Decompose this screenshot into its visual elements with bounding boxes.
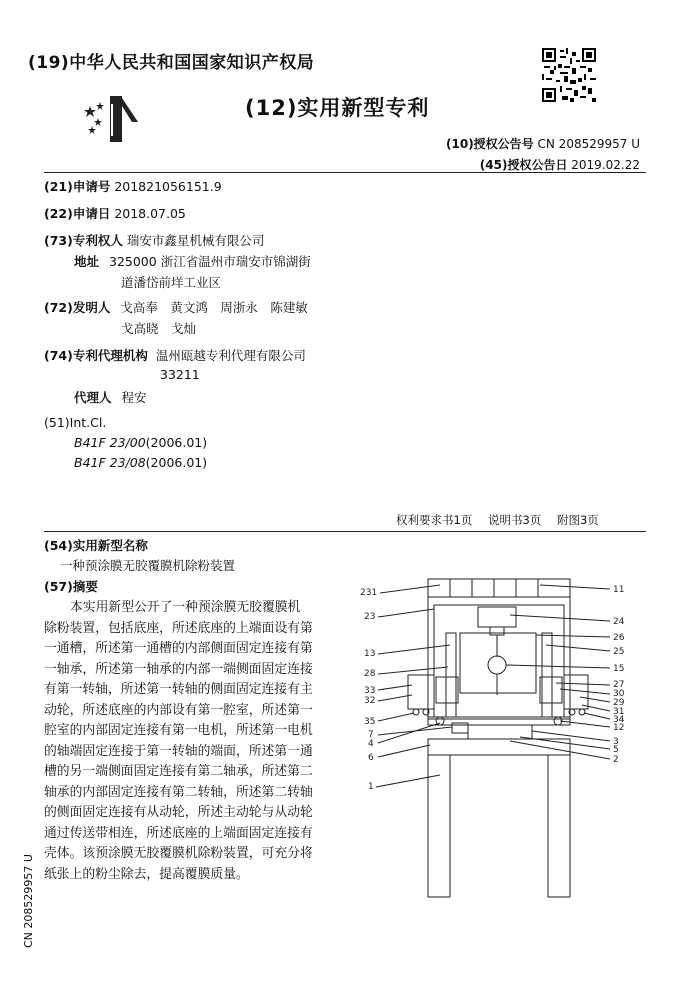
address-label: 地址 <box>74 254 100 269</box>
description-pages: 说明书3页 <box>487 513 542 527</box>
ipc-item <box>74 435 207 450</box>
agent-row <box>74 388 147 406</box>
abstract-label: (57)摘要 <box>44 579 98 594</box>
inventors-line-1: 戈高奉 黄文鸿 周浙永 陈建敏 <box>120 300 308 315</box>
ref-33: 33 <box>364 686 376 696</box>
application-date: 2018.07.05 <box>114 206 186 221</box>
address-row <box>74 252 311 270</box>
ref-31: 31 <box>613 707 625 717</box>
patentee: 瑞安市鑫星机械有限公司 <box>126 233 265 248</box>
page-counts <box>396 512 611 528</box>
address-line-1: 325000 浙江省温州市瑞安市锦湖街 <box>109 254 311 269</box>
header-rule <box>44 172 646 173</box>
publication-number: CN 208529957 U <box>537 137 640 151</box>
ref-28: 28 <box>364 669 376 679</box>
application-number: 201821056151.9 <box>114 179 222 194</box>
ref-27: 27 <box>613 680 625 690</box>
abstract-line: 槽的另一端侧面固定连接有第二轴承，所述第二 <box>44 764 313 779</box>
patentee-label: (73)专利权人 <box>44 233 123 248</box>
ref-32: 32 <box>364 696 376 706</box>
ref-3: 3 <box>613 737 619 747</box>
ipc-code: B41F 23/08 <box>74 455 146 470</box>
inventors-row <box>44 298 308 316</box>
abstract-line: 壳体。该预涂膜无胶覆膜机除粉装置，可充分将 <box>44 846 313 861</box>
claims-pages: 权利要求书1页 <box>396 513 473 527</box>
publication-number-label: (10)授权公告号 <box>446 137 534 151</box>
abstract-line: 本实用新型公开了一种预涂膜无胶覆膜机 <box>70 600 301 615</box>
ref-34: 34 <box>613 715 625 725</box>
abstract-line: 腔室的内部固定连接有第一电机，所述第一电机 <box>44 723 313 738</box>
device-drawing <box>360 575 636 900</box>
abstract-line: 有第一转轴，所述第一转轴的侧面固定连接有主 <box>44 682 313 697</box>
agency: 温州瓯越专利代理有限公司 <box>155 348 306 363</box>
office-emblem-icon <box>82 92 140 146</box>
ref-25: 25 <box>613 647 625 657</box>
ref-231: 231 <box>360 588 378 598</box>
ref-6: 6 <box>368 753 374 763</box>
ref-11: 11 <box>613 585 625 595</box>
ref-2: 2 <box>613 755 619 765</box>
abstract-line: 除粉装置，包括底座，所述底座的上端面设有第 <box>44 620 313 636</box>
side-publication-number: CN 208529957 U <box>22 854 35 948</box>
ref-23: 23 <box>364 612 376 622</box>
ref-1: 1 <box>368 782 374 792</box>
ref-26: 26 <box>613 633 625 643</box>
abstract-line: 轴承的内部固定连接有第二转轴，所述第二转轴 <box>44 784 313 800</box>
ipc-label: (51)Int.Cl. <box>44 415 107 430</box>
ref-4: 4 <box>368 739 374 749</box>
agent-label: 代理人 <box>74 390 112 405</box>
section-rule <box>44 531 646 532</box>
abstract-text <box>44 598 328 885</box>
inventors-label: (72)发明人 <box>44 300 111 315</box>
application-number-row <box>44 177 222 195</box>
ipc-version: (2006.01) <box>145 455 208 470</box>
office-name: (19)中华人民共和国国家知识产权局 <box>28 53 315 73</box>
ref-29: 29 <box>613 698 625 708</box>
patentee-row <box>44 231 264 249</box>
utility-model-title: 一种预涂膜无胶覆膜机除粉装置 <box>60 558 236 573</box>
ref-12: 12 <box>613 723 625 733</box>
agency-row <box>44 346 306 364</box>
abstract-line: 一通槽，所述第一通槽的内部侧面固定连接有第 <box>44 641 313 656</box>
publication-number-row <box>446 135 640 152</box>
title-label: (54)实用新型名称 <box>44 538 148 553</box>
publication-date-row <box>480 156 640 173</box>
agency-code: 33211 <box>160 367 200 382</box>
publication-date: 2019.02.22 <box>571 158 640 172</box>
qr-code-icon <box>542 48 596 102</box>
application-date-row <box>44 204 186 222</box>
agent: 程安 <box>121 390 147 405</box>
agency-label: (74)专利代理机构 <box>44 348 148 363</box>
application-date-label: (22)申请日 <box>44 206 111 221</box>
abstract-line: 纸张上的粉尘除去，提高覆膜质量。 <box>44 866 249 882</box>
publication-date-label: (45)授权公告日 <box>479 158 568 172</box>
ref-7: 7 <box>368 730 374 740</box>
abstract-line: 一轴承，所述第一轴承的内部一端侧面固定连接 <box>44 661 313 677</box>
document-type: (12)实用新型专利 <box>245 96 430 120</box>
inventors-line-2: 戈高晓 戈灿 <box>121 321 197 336</box>
ipc-item <box>74 455 207 470</box>
ref-24: 24 <box>613 617 625 627</box>
abstract-line: 的轴端固定连接于第一转轴的端面，所述第一通 <box>44 743 313 759</box>
abstract-line: 通过传送带相连，所述底座的上端面固定连接有 <box>44 825 313 841</box>
ref-15: 15 <box>613 664 625 674</box>
ref-35: 35 <box>364 717 376 727</box>
figure-reference-numbers <box>360 585 625 792</box>
application-number-label: (21)申请号 <box>44 179 111 194</box>
ipc-code: B41F 23/00 <box>74 435 146 450</box>
abstract-line: 的侧面固定连接有从动轮，所述主动轮与从动轮 <box>44 805 313 820</box>
ref-13: 13 <box>364 649 376 659</box>
address-line-2: 道潘岱前垟工业区 <box>121 275 222 290</box>
ref-5: 5 <box>613 745 619 755</box>
ref-30: 30 <box>613 689 625 699</box>
drawings-pages: 附图3页 <box>556 513 599 527</box>
ipc-version: (2006.01) <box>145 435 208 450</box>
abstract-line: 动轮，所述底座的内部设有第一腔室，所述第一 <box>44 702 313 718</box>
